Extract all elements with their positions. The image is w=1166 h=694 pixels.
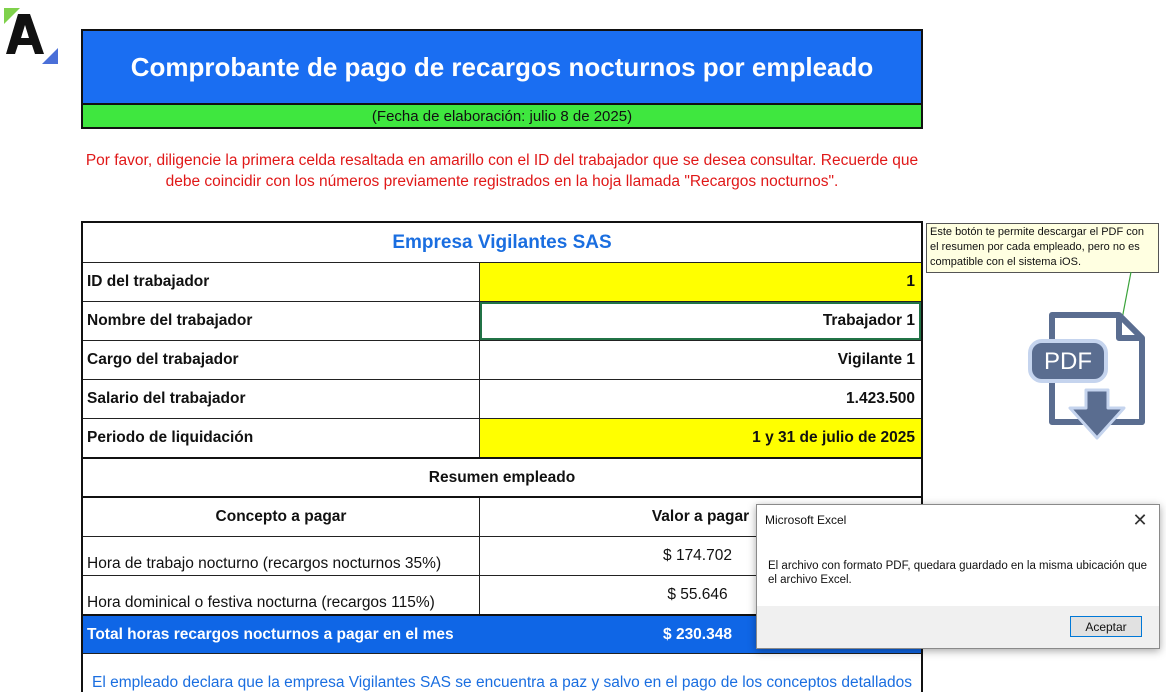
app-logo-icon: [4, 6, 60, 66]
company-row: [83, 223, 921, 263]
concept-column-header: Concepto a pagar: [83, 498, 480, 536]
close-icon[interactable]: ✕: [1132, 510, 1148, 530]
field-label: ID del trabajador: [83, 263, 480, 301]
value-cell: $ 55.646: [667, 586, 728, 603]
value-cell: $ 174.702: [663, 547, 732, 564]
declaration-row: [83, 654, 921, 694]
worker-id-cell[interactable]: 1: [480, 263, 921, 301]
page-title: Comprobante de pago de recargos nocturnos por empleado: [81, 29, 923, 105]
field-row-id: [83, 263, 921, 302]
field-label: Periodo de liquidación: [83, 419, 480, 457]
concept-cell: Hora dominical o festiva nocturna (recargos 115%): [83, 576, 480, 614]
accept-button[interactable]: Aceptar: [1070, 616, 1142, 637]
pdf-download-icon[interactable]: [1024, 310, 1149, 450]
excel-message-dialog: [756, 504, 1160, 649]
field-row-salary: [83, 380, 921, 419]
dialog-message: El archivo con formato PDF, quedara guardado en la misma ubicación que el archivo Excel.: [768, 560, 1148, 586]
field-label: Nombre del trabajador: [83, 302, 480, 340]
elaboration-date: (Fecha de elaboración: julio 8 de 2025): [81, 105, 923, 129]
field-row-period: [83, 419, 921, 459]
total-value: $ 230.348: [663, 625, 732, 643]
total-label: Total horas recargos nocturnos a pagar en el mes: [87, 625, 454, 643]
settlement-period-cell[interactable]: 1 y 31 de julio de 2025: [480, 419, 921, 457]
concept-cell: Hora de trabajo nocturno (recargos nocturnos 35%): [83, 537, 480, 575]
pdf-button-comment: Este botón te permite descargar el PDF con el resumen por cada empleado, pero no es compatible con el sistema iOS.: [926, 223, 1159, 273]
field-row-position: [83, 341, 921, 380]
value-column-header: Valor a pagar: [651, 508, 750, 525]
dialog-title: Microsoft Excel: [765, 513, 847, 527]
summary-title-row: [83, 459, 921, 498]
field-row-name: [83, 302, 921, 341]
dialog-footer: [757, 606, 1159, 648]
company-name: Empresa Vigilantes SAS: [392, 231, 612, 253]
field-label: Cargo del trabajador: [83, 341, 480, 379]
worker-name-cell[interactable]: Trabajador 1: [480, 302, 921, 340]
field-label: Salario del trabajador: [83, 380, 480, 418]
worker-position-cell[interactable]: Vigilante 1: [837, 351, 915, 368]
worker-salary-cell[interactable]: 1.423.500: [846, 390, 915, 407]
summary-title: Resumen empleado: [428, 468, 576, 486]
pdf-label: PDF: [1044, 348, 1092, 375]
instructions-text: Por favor, diligencie la primera celda resaltada en amarillo con el ID del trabajador que se desea consultar. Recuerde que debe coincidir con los números previamente registrados en la hoja llamada "Recargos nocturnos".: [85, 152, 919, 190]
declaration-text: El empleado declara que la empresa Vigilantes SAS se encuentra a paz y salvo en el pago de los conceptos detallados: [91, 674, 913, 691]
